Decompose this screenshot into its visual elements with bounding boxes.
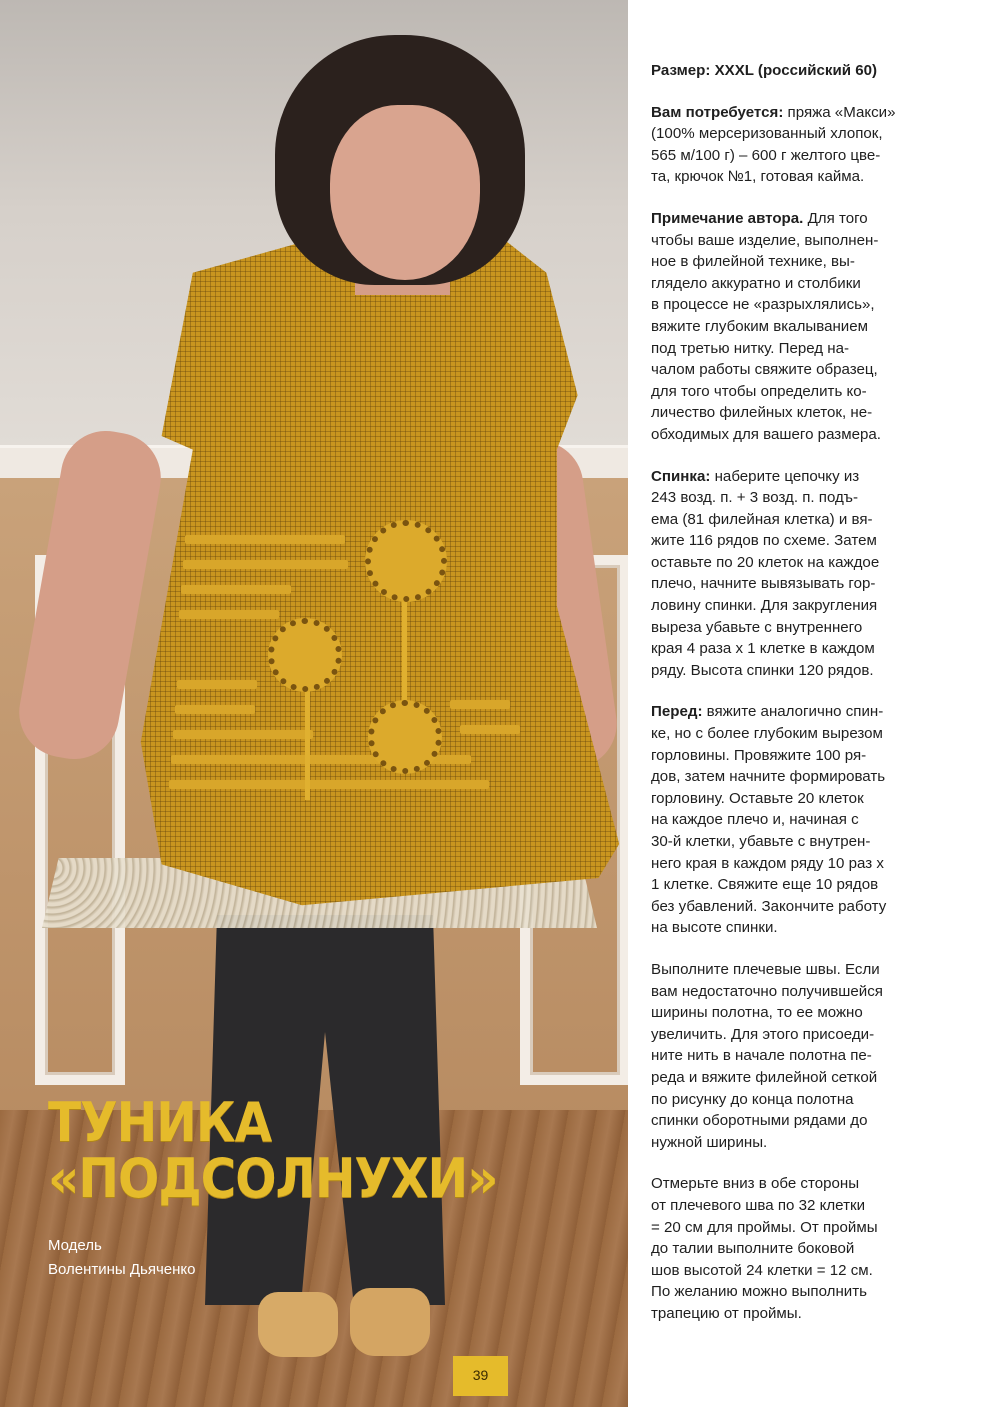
motif-stripe	[175, 705, 255, 714]
author-note-paragraph	[651, 208, 951, 446]
model-credit-line-2: Волентины Дьяченко	[48, 1261, 196, 1278]
title-line-1: ТУНИКА	[48, 1091, 272, 1154]
back-text: наберите цепочку из 243 возд. п. + 3 возд. п. подъ- ема (81 филейная клетка) и вя- жите 116 рядов по схеме. Затем оставьте по 20 клеток на каждое плечо, начните вывязывать гор- ловину спинки. Для закругления выреза убавьте с внутреннего края 4 раза х 1 клетке в каждом ряду. Высота спинки 120 рядов.	[651, 467, 880, 679]
sunflower-icon	[268, 618, 342, 692]
motif-stripe	[185, 535, 345, 544]
seams-paragraph: Выполните плечевые швы. Если вам недостаточно получившейся ширины полотна, то ее можно увеличить. Для этого присоеди- ните нить в начале полотна пе- реда и вяжите филейной сеткой по рисунку до конца полотна спинки оборотными рядами до нужной ширины.	[651, 960, 883, 1151]
author-note-text: Для того чтобы ваше изделие, выполнен- ное в филейной технике, вы- глядело аккуратно и столбики в процессе не «разрыхлялись», вяжите глубоким вкалыванием под третью нитку. Перед на- чалом работы свяжите образец, для того чтобы определить ко- личество филейных клеток, не- обходимых для вашего размера.	[651, 209, 881, 443]
materials-label: Вам потребуется:	[651, 103, 784, 121]
materials-text: пряжа «Макси» (100% мерсеризованный хлопок, 565 м/100 г) – 600 г желтого цве- та, крючок №1, готовая кайма.	[651, 103, 896, 186]
measure-paragraph: Отмерьте вниз в обе стороны от плечевого шва по 32 клетки = 20 см для проймы. От проймы до талии выполните боковой шов высотой 24 клетки = 12 см. По желанию можно выполнить трапецию от проймы.	[651, 1175, 878, 1322]
author-note-label: Примечание автора.	[651, 209, 804, 227]
sunflower-icon	[365, 520, 447, 602]
front-text: вяжите аналогично спин- ке, но с более глубоким вырезом горловины. Провяжите 100 ря- дов, затем начните формировать горловину. Оставьте 20 клеток на каждое плечо и, начиная с 30-й клетки, убавьте с внутрен- него края в каждом ряду 10 раз х 1 клетке. Свяжите еще 10 рядов без убавлений. Закончите работу на высоте спинки.	[651, 703, 887, 937]
article-title	[48, 1091, 508, 1210]
instructions-column	[651, 60, 951, 1344]
back-paragraph	[651, 466, 951, 682]
back-label: Спинка:	[651, 467, 711, 485]
motif-stripe	[177, 680, 257, 689]
size-label: Размер:	[651, 62, 711, 79]
model-credit-line-1: Модель	[48, 1237, 102, 1254]
motif-stripe	[179, 610, 279, 619]
motif-stripe	[173, 730, 313, 739]
size-value: XXXL (российский 60)	[710, 62, 878, 79]
size-paragraph	[651, 60, 951, 82]
page-number: 39	[453, 1356, 508, 1396]
motif-stripe	[450, 700, 510, 709]
sunflower-stem	[305, 680, 310, 800]
sunflower-icon	[368, 700, 442, 774]
materials-paragraph	[651, 102, 951, 188]
front-paragraph	[651, 701, 951, 939]
title-line-2: «ПОДСОЛНУХИ»	[48, 1147, 498, 1210]
model-credit	[48, 1234, 328, 1282]
left-shoe	[258, 1292, 338, 1357]
motif-stripe	[183, 560, 348, 569]
motif-stripe	[181, 585, 291, 594]
motif-stripe	[460, 725, 520, 734]
right-shoe	[350, 1288, 430, 1356]
motif-stripe	[169, 780, 489, 789]
face	[330, 105, 480, 280]
front-label: Перед:	[651, 703, 703, 721]
